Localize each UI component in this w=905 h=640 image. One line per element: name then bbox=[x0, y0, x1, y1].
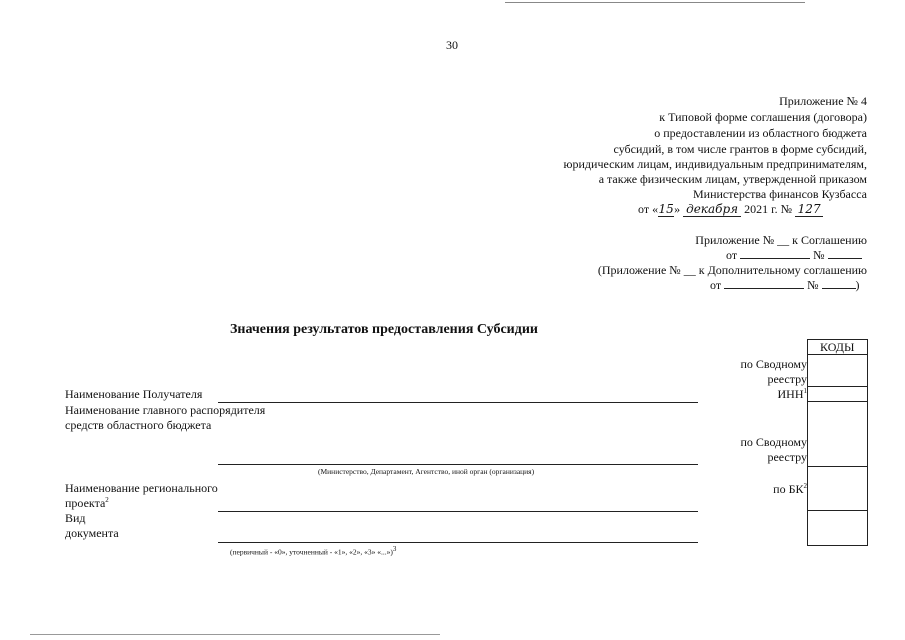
codes-table bbox=[807, 339, 868, 546]
agreement2-from-label: от bbox=[710, 278, 722, 292]
codes-row-line-5 bbox=[807, 510, 868, 511]
manager-underline bbox=[218, 464, 698, 465]
agreement2-close: ) bbox=[855, 278, 860, 292]
project-underline bbox=[218, 511, 698, 512]
agreement-line-3: (Приложение № __ к Дополнительному соглашению bbox=[597, 263, 867, 277]
codes-row-line-2 bbox=[807, 386, 868, 387]
agreement2-no-label: № bbox=[807, 278, 819, 292]
appendix-line-5: юридическим лицам, индивидуальным предпринимателям, bbox=[563, 157, 867, 171]
svod2-b: реестру bbox=[767, 450, 807, 464]
doctype-hint: (первичный - «0», уточненный - «1», «2», «3» «...»)$^3$ bbox=[230, 545, 397, 557]
agreement-line-2 bbox=[726, 248, 862, 263]
manager-label-2: средств областного бюджета bbox=[65, 418, 212, 432]
bk-label: по $БК^2$ bbox=[773, 482, 807, 496]
order-number: 127 bbox=[795, 202, 823, 217]
order-month: декабря bbox=[683, 202, 741, 217]
appendix-line-2: к Типовой форме соглашения (договора) bbox=[659, 110, 867, 124]
bottom-rule bbox=[30, 634, 440, 635]
project-label-2: проекта$^2$ bbox=[65, 496, 109, 510]
appendix-line-4: субсидий, в том числе грантов в форме субсидий, bbox=[613, 142, 867, 156]
recipient-underline bbox=[218, 402, 698, 403]
codes-header: КОДЫ bbox=[820, 340, 855, 354]
order-mid: » bbox=[674, 202, 681, 216]
inn-label: ИНН$^1$ bbox=[777, 387, 807, 401]
agreement-from-label: от bbox=[726, 248, 738, 262]
appendix-line-1: Приложение № 4 bbox=[779, 94, 867, 108]
order-line bbox=[638, 202, 823, 217]
recipient-label: Наименование Получателя bbox=[65, 387, 203, 401]
order-prefix: от « bbox=[638, 202, 659, 216]
appendix-line-7: Министерства финансов Кузбасса bbox=[693, 187, 867, 201]
project-label-1: Наименование регионального bbox=[65, 481, 218, 495]
agreement-line-4 bbox=[710, 278, 860, 293]
codes-row-line-4 bbox=[807, 466, 868, 467]
manager-label-1: Наименование главного распорядителя bbox=[65, 403, 266, 417]
order-day: 15 bbox=[658, 202, 674, 216]
manager-hint: (Министерство, Департамент, Агентство, иной орган (организация) bbox=[318, 467, 535, 476]
svod1-a: по Сводному bbox=[740, 357, 807, 371]
agreement-line-1: Приложение № __ к Соглашению bbox=[695, 233, 867, 247]
page-number: 30 bbox=[446, 38, 458, 52]
codes-row-line-3 bbox=[807, 401, 868, 402]
appendix-line-6: а также физическим лицам, утвержденной приказом bbox=[598, 172, 867, 186]
top-rule bbox=[505, 2, 805, 3]
svod1-b: реестру bbox=[767, 372, 807, 386]
doctype-label-2: документа bbox=[65, 526, 119, 540]
appendix-line-3: о предоставлении из областного бюджета bbox=[654, 126, 867, 140]
doctype-underline bbox=[218, 542, 698, 543]
document-title: Значения результатов предоставления Субсидии bbox=[230, 322, 538, 337]
svod2-a: по Сводному bbox=[740, 435, 807, 449]
codes-row-line-1 bbox=[807, 354, 868, 355]
agreement-no-label: № bbox=[813, 248, 825, 262]
doctype-label-1: Вид bbox=[65, 511, 86, 525]
order-year: 2021 г. № bbox=[744, 202, 793, 216]
